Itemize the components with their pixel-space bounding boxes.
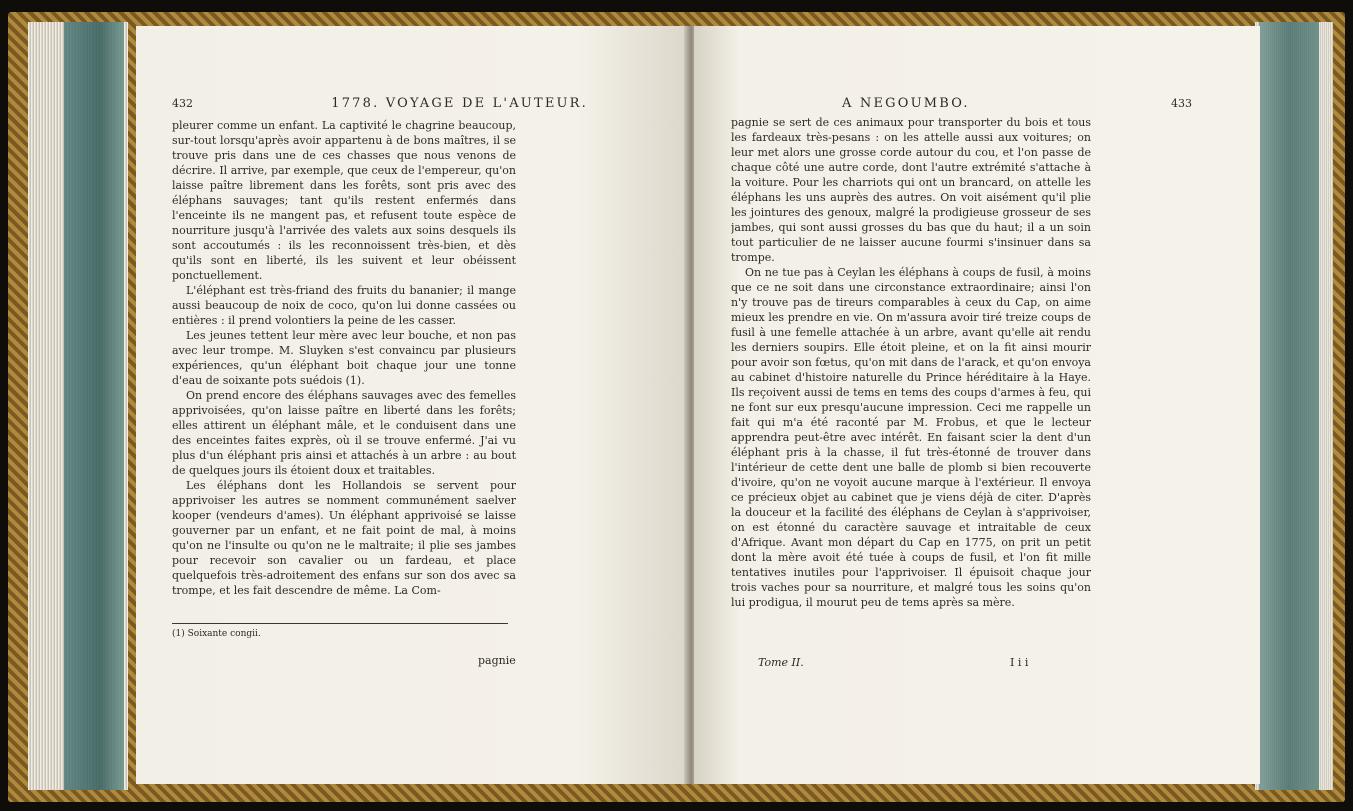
right-page-number: 433: [1171, 97, 1192, 110]
volume-label: Tome II.: [758, 656, 804, 669]
footnote: (1) Soixante congii.: [172, 629, 261, 639]
right-running-title: A NEGOUMBO.: [842, 96, 970, 111]
left-page: [0, 26, 688, 784]
left-body-text: [172, 118, 516, 618]
right-page: [694, 26, 1260, 784]
left-running-title: 1778. VOYAGE DE L'AUTEUR.: [331, 96, 588, 111]
catchword: pagnie: [478, 654, 516, 667]
right-body-text: [731, 115, 1091, 655]
paragraph: pagnie se sert de ces animaux pour transporter du bois et tous les fardeaux très-pesans : on les attelle aussi aux voitures; on leur met alors une grosse corde autour du cou, et l'on passe de chaque côté une autre corde, dont l'autre extrémité s'attache à la voiture. Pour les charriots qui ont un brancard, on attelle les éléphans les uns auprès des autres. On voit aisément qu'il plie les jointures des genoux, malgré la prodigieuse grosseur de ses jambes, qui sont aussi grosses du bas que du haut; il a un soin tout particulier de ne laisser aucune fourmi s'insinuer dans sa trompe.: [731, 116, 1091, 264]
paragraph: On prend encore des éléphans sauvages avec des femelles apprivoisées, qu'on laisse paître en liberté dans les forêts; elles attirent un éléphant mâle, et le conduisent dans une des enceintes faites exprès, où il se trouve enfermé. J'ai vu plus d'un éléphant pris ainsi et attachés à un arbre : au bout de quelques jours ils étoient doux et traitables.: [172, 389, 516, 477]
paragraph: Les jeunes tettent leur mère avec leur bouche, et non pas avec leur trompe. M. Sluyken s'est convaincu par plusieurs expériences, qu'un éléphant boit chaque jour une tonne d'eau de soixante pots suédois (1).: [172, 329, 516, 387]
paragraph: pleurer comme un enfant. La captivité le chagrine beaucoup, sur-tout lorsqu'après avoir appartenu à de bons maîtres, il se trouve pris dans une de ces chasses que nous venons de décrire. Il arrive, par exemple, que ceux de l'empereur, qu'on laisse paître librement dans les forêts, sont pris avec des éléphans sauvages; tant qu'ils restent enfermés dans l'enceinte ils ne mangent pas, et refusent toute espèce de nourriture jusqu'à l'arrivée des valets aux soins desquels ils sont accoutumés : ils les reconnoissent très-bien, et dès qu'ils sont en liberté, ils les suivent et leur obéissent ponctuellement.: [172, 119, 516, 282]
paragraph: L'éléphant est très-friand des fruits du bananier; il mange aussi beaucoup de noix de coco, qu'on lui donne cassées ou entières : il prend volontiers la peine de les casser.: [172, 284, 516, 327]
left-page-number: 432: [172, 97, 193, 110]
right-page-edges: [1255, 22, 1333, 790]
right-edge-stain: [1259, 22, 1319, 790]
paragraph: Les éléphans dont les Hollandois se servent pour apprivoiser les autres se nomment communément saelver kooper (vendeurs d'ames). Un éléphant apprivoisé se laisse gouverner par un enfant, et ne fait point de mal, à moins qu'on ne l'insulte ou qu'on ne le maltraite; il plie ses jambes pour recevoir son cavalier ou un fardeau, et place quelquefois très-adroitement des enfans sur son dos avec sa trompe, et les fait descendre de même. La Com-: [172, 479, 516, 597]
signature-mark: I i i: [1010, 656, 1029, 669]
footnote-rule: [172, 623, 508, 624]
paragraph: On ne tue pas à Ceylan les éléphans à coups de fusil, à moins que ce ne soit dans une circonstance extraordinaire; ainsi l'on n'y trouve pas de tireurs comparables à ceux du Cap, on aime mieux les prendre en vie. On m'assura avoir tiré treize coups de fusil à une femelle attachée à un arbre, avant qu'elle ait rendu les derniers soupirs. Elle étoit pleine, et on la fit ainsi mourir pour avoir son fœtus, qu'on mit dans de l'arack, et qu'on envoya au cabinet d'histoire naturelle du Prince héréditaire à la Haye. Ils reçoivent aussi de tems en tems des coups d'armes à feu, qui ne font sur eux presqu'aucune impression. Ceci me rappelle un fait qui m'a été raconté par M. Frobus, et que le lecteur apprendra peut-être avec intérêt. En faisant scier la dent d'un éléphant pris à la chasse, il fut très-étonné de trouver dans l'intérieur de cette dent une balle de plomb si bien recouverte d'ivoire, qu'on ne voyoit aucune marque à l'extérieur. Il envoya ce précieux objet au cabinet que je viens déjà de citer. D'après la douceur et la facilité des éléphans de Ceylan à s'apprivoiser, on est étonné du caractère sauvage et intraitable de ceux d'Afrique. Avant mon départ du Cap en 1775, on prit un petit dont la mère avoit été tuée à coups de fusil, et l'on fit mille tentatives inutiles pour l'apprivoiser. Il épuisoit chaque jour trois vaches pour sa nourriture, et malgré tous les soins qu'on lui prodigua, il mourut peu de tems après sa mère.: [731, 266, 1091, 609]
left-running-head: [172, 96, 588, 111]
right-running-head: [842, 96, 1192, 111]
